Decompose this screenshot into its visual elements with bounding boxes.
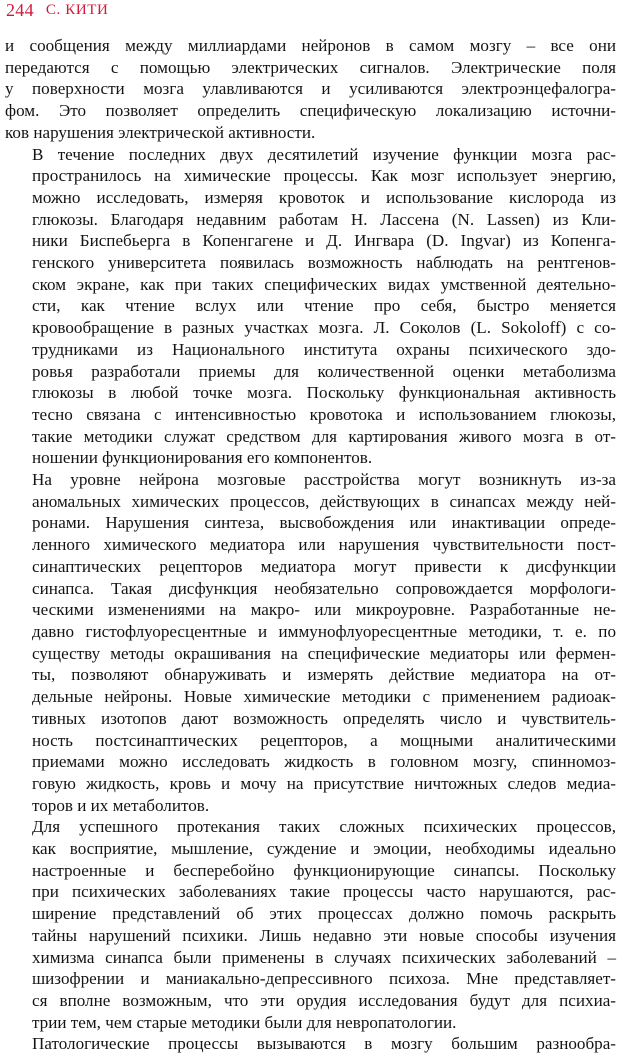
text-line: тесно связана с интенсивностью кровотока и использованием глюкозы, [32,404,616,424]
text-line: ты, позволяют обнаруживать и измерять действие медиатора на от- [32,665,616,685]
paragraph [5,816,616,1033]
text-line: синапса. Такая дисфункция необязательно сопровождается морфологи- [32,578,616,598]
text-line: сти, как чтение вслух или чтение про себя, быстро меняется [32,296,616,316]
text-line: торов и их метаболитов. [32,795,210,815]
text-line: приемами можно исследовать жидкость в головном мозгу, спинномоз- [32,752,616,772]
text-line: ширение представлений об этих процессах должно помочь раскрыть [32,904,616,924]
text-line: тайны нарушений психики. Лишь недавно эти новые способы изучения [32,925,616,945]
text-line: ческими изменениями на макро- или микроуровне. Разработанные не- [32,600,616,620]
text-line: ков нарушения электрической активности. [5,122,316,142]
text-line: ность постсинаптических рецепторов, а мощными аналитическими [32,730,616,750]
text-line: глюкозы. Благодаря недавним работам Н. Лассена (N. Lassen) из Кли- [32,209,616,229]
text-line: кровообращение в разных участках мозга. Л. Соколов (L. Sokoloff) с со- [32,318,616,338]
text-line: ленного химического медиатора или нарушения чувствительности пост- [32,535,616,555]
text-line: Патологические процессы вызываются в мозгу большим разнообра- [32,1034,616,1054]
body-text [5,35,616,1055]
text-line: пространилось на химические процессы. Как мозг использует энергию, [32,166,616,186]
text-line: ском экране, как при таких специфических видах умственной деятельно- [32,274,616,294]
text-line: ронами. Нарушения синтеза, высвобождения или инактивации опреде- [32,513,616,533]
text-line: ся вполне возможным, что эти орудия исследования будут для психиа- [32,990,616,1010]
text-line: генского университета появилась возможность наблюдать на рентгенов- [32,253,616,273]
paragraph [5,1033,616,1055]
page-number: 244 [6,0,34,20]
text-line: у поверхности мозга улавливаются и усиливаются электроэнцефалогра- [5,79,616,99]
text-line: аномальных химических процессов, действующих в синапсах между ней- [32,491,616,511]
text-line: фом. Это позволяет определить специфическую локализацию источни- [5,101,616,121]
text-line: трудниками из Национального института охраны психического здо- [32,339,616,359]
paragraph [5,144,616,470]
text-line: В течение последних двух десятилетий изучение функции мозга рас- [32,144,616,164]
text-line: при психических заболеваниях такие процессы часто нарушаются, рас- [32,882,616,902]
text-line: трии тем, чем старые методики были для невропатологии. [32,1012,457,1032]
text-line: синаптических рецепторов медиатора могут привести к дисфункции [32,556,616,576]
text-line: существу методы окрашивания на специфические медиаторы или фермен- [32,643,616,663]
text-line: и сообщения между миллиардами нейронов в самом мозгу – все они [5,36,616,55]
text-line: давно гистофлуоресцентные и иммунофлуоресцентные методики, т. е. по [32,621,616,641]
text-line: говую жидкость, кровь и мочу на присутствие ничтожных следов медиа- [32,773,616,793]
text-line: ровья разработали приемы для количественной оценки метаболизма [32,361,616,381]
text-line: химизма синапса были применены в случаях психических заболеваний – [32,947,616,967]
paragraph [5,35,616,144]
text-line: ники Биспебьерга в Копенгагене и Д. Ингвара (D. Ingvar) из Копенга- [32,231,616,251]
text-line: как восприятие, мышление, суждение и эмоции, необходимы идеально [32,839,616,859]
text-line: такие методики служат средством для картирования живого мозга в от- [32,426,616,446]
text-line: передаются с помощью электрических сигналов. Электрические поля [5,57,616,77]
text-line: тивных изотопов дают возможность определять число и чувствитель- [32,708,616,728]
text-line: ношении функционирования его компонентов. [32,448,373,468]
running-title: С. КИТИ [45,2,109,18]
running-head [5,0,616,28]
text-line: настроенные и бесперебойно функционирующие синапсы. Поскольку [32,860,616,880]
text-line: можно исследовать, измеряя кровоток и использование кислорода из [32,187,616,207]
text-line: На уровне нейрона мозговые расстройства могут возникнуть из-за [32,470,616,490]
text-line: Для успешного протекания таких сложных психических процессов, [32,817,616,837]
text-line: шизофрении и маниакально-депрессивного психоза. Мне представляет- [32,969,616,989]
text-line: дельные нейроны. Новые химические методики с применением радиоак- [32,687,616,707]
paragraph [5,469,616,816]
text-line: глюкозы в любой точке мозга. Поскольку функциональная активность [32,383,616,403]
